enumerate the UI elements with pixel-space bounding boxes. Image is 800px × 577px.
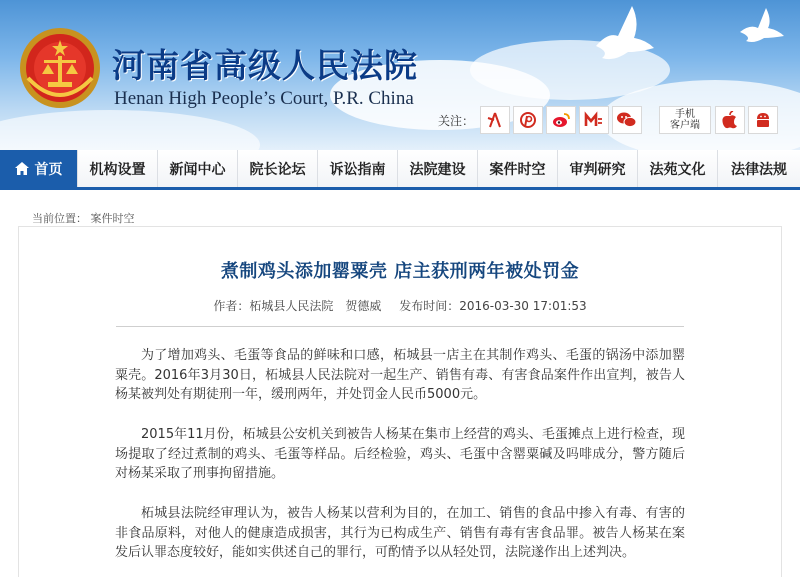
article-author: 柘城县人民法院 贺德威: [249, 299, 382, 313]
wechat-icon[interactable]: [612, 106, 642, 134]
main-nav: [0, 150, 800, 190]
article-time: 2016-03-30 17:01:53: [459, 299, 587, 313]
nav-item-news[interactable]: 新闻中心: [158, 150, 238, 187]
apple-icon[interactable]: [715, 106, 745, 134]
follow-label: 关注：: [438, 113, 475, 128]
article-meta: [0, 297, 800, 314]
nav-item-litigation-guide[interactable]: 诉讼指南: [318, 150, 398, 187]
nav-item-legal-culture[interactable]: 法苑文化: [638, 150, 718, 187]
nav-item-cases[interactable]: 案件时空: [478, 150, 558, 187]
people-daily-icon[interactable]: [480, 106, 510, 134]
android-icon[interactable]: [748, 106, 778, 134]
breadcrumb: [32, 210, 135, 226]
dove-icon: [588, 2, 658, 66]
breadcrumb-label: 当前位置：: [32, 212, 87, 225]
article-paragraph: 柘城县法院经审理认为，被告人杨某以营利为目的，在加工、销售的食品中掺入有毒、有害的非食品原料，对他人的健康造成损害，其行为已构成生产、销售有毒有害食品罪。被告人杨某在案发后认罪态度较好，能如实供述自己的罪行，可酌情予以从轻处罚，法院遂作出上述判决。: [115, 506, 685, 560]
nav-item-laws[interactable]: 法律法规: [731, 161, 787, 178]
article-title: 煮制鸡头添加罂粟壳 店主获刑两年被处罚金: [220, 261, 580, 282]
nav-item-president-forum[interactable]: 院长论坛: [238, 150, 318, 187]
mobile-client-line2: 客户端: [670, 120, 701, 131]
pinterest-icon[interactable]: [513, 106, 543, 134]
time-label: 发布时间：: [399, 299, 460, 313]
nav-item-organization[interactable]: 机构设置: [78, 150, 158, 187]
site-subtitle: Henan High People’s Court, P.R. China: [114, 88, 414, 109]
social-follow-bar: [438, 104, 781, 136]
author-label: 作者：: [213, 299, 250, 313]
nav-item-label: 首页: [34, 161, 63, 178]
home-icon: [15, 162, 29, 175]
weibo-icon[interactable]: [546, 106, 576, 134]
netease-icon[interactable]: [579, 106, 609, 134]
nav-item-court-building[interactable]: 法院建设: [398, 150, 478, 187]
site-title: 河南省高级人民法院: [112, 46, 418, 85]
breadcrumb-current[interactable]: 案件时空: [90, 212, 135, 225]
court-emblem-icon: [18, 26, 102, 110]
dove-icon: [736, 6, 786, 46]
title-divider: [116, 326, 684, 327]
nav-item-home[interactable]: [0, 150, 78, 187]
article-paragraph: 为了增加鸡头、毛蛋等食品的鲜味和口感，柘城县一店主在其制作鸡头、毛蛋的锅汤中添加罂粟壳。2016年3月30日，柘城县人民法院对一起生产、销售有毒、有害食品案件作出宣判，被告人杨某被判处有期徒刑一年，缓刑两年，并处罚金人民币5000元。: [115, 348, 685, 402]
mobile-client-line1: 手机: [675, 109, 696, 120]
article-paragraph: 2015年11月份，柘城县公安机关到被告人杨某在集市上经营的鸡头、毛蛋摊点上进行检查，现场提取了经过煮制的鸡头、毛蛋等样品。后经检验，鸡头、毛蛋中含罂粟碱及吗啡成分，警方随后对杨某采取了刑事拘留措施。: [115, 427, 685, 481]
nav-item-trial-research[interactable]: 审判研究: [558, 150, 638, 187]
mobile-client-link[interactable]: [659, 106, 711, 134]
site-header: [0, 0, 800, 150]
cloud-decoration: [0, 110, 260, 150]
